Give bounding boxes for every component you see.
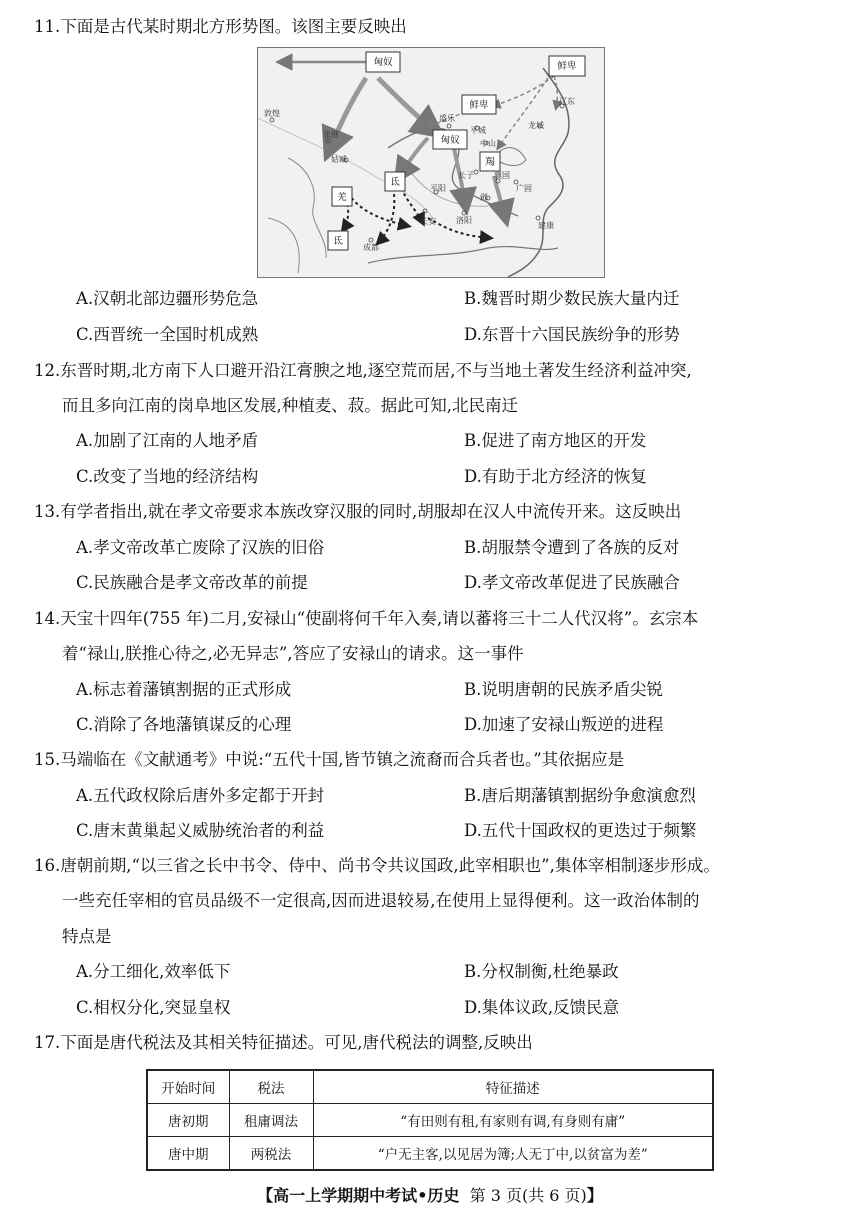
- svg-text:氐: 氐: [333, 236, 343, 247]
- q15-option-d[interactable]: D.五代十国政权的更迭过于频繁: [464, 821, 697, 840]
- footer-page-info: 第 3 页(共 6 页): [469, 1186, 587, 1205]
- svg-text:羯: 羯: [485, 157, 495, 168]
- yangtze-river: [368, 247, 558, 263]
- footer-subject: 历史: [427, 1186, 460, 1205]
- box-xianbei-center: [462, 95, 496, 114]
- q12-option-c[interactable]: C.改变了当地的经济结构: [76, 467, 259, 486]
- q13-option-a[interactable]: A.孝文帝改革亡废除了汉族的旧俗: [76, 538, 325, 557]
- place-zhangye: 张掖: [323, 130, 339, 139]
- table-cell: 唐初期: [147, 1104, 229, 1137]
- place-chengdu: 成都: [363, 243, 379, 252]
- q16-stem-line1: 16.唐朝前期,“以三省之长中书令、侍中、尚书令共议国政,此宰相职也”,集体宰相制逐步形成。: [34, 856, 720, 875]
- box-jie: [480, 152, 500, 171]
- svg-text:匈奴: 匈奴: [440, 135, 460, 146]
- q12-option-b[interactable]: B.促进了南方地区的开发: [464, 431, 647, 450]
- place-zhangzi: 长子: [458, 171, 474, 180]
- place-shengle: 盛乐: [439, 114, 455, 123]
- box-di-south: [328, 231, 348, 250]
- map-drawing: [258, 48, 604, 277]
- place-longcheng: 龙城: [528, 121, 544, 130]
- q11-stem: 11.下面是古代某时期北方形势图。该图主要反映出: [34, 17, 407, 36]
- arrow-xianbei-south: [554, 76, 557, 108]
- bohai-gulf: [498, 148, 526, 166]
- q14-option-b[interactable]: B.说明唐朝的民族矛盾尖锐: [464, 680, 663, 699]
- table-header-cell: 税法: [229, 1070, 313, 1104]
- q16-option-a[interactable]: A.分工细化,效率低下: [76, 962, 231, 981]
- q12-option-a[interactable]: A.加剧了江南的人地矛盾: [76, 431, 259, 450]
- q16-option-b[interactable]: B.分权制衡,杜绝暴政: [464, 962, 619, 981]
- place-changan: 长安: [420, 217, 436, 226]
- arrow-jie-south: [494, 176, 506, 220]
- q13-option-d[interactable]: D.孝文帝改革促进了民族融合: [464, 573, 680, 592]
- q15-option-b[interactable]: B.唐后期藩镇割据纷争愈演愈烈: [464, 786, 696, 805]
- arrow-xianbei-southeast: [498, 78, 548, 148]
- arrow-xiongnu-south: [378, 78, 438, 133]
- page-footer: [0, 1186, 860, 1206]
- q14-option-c[interactable]: C.消除了各地藩镇谋反的心理: [76, 715, 292, 734]
- q11-option-a[interactable]: A.汉朝北部边疆形势危急: [76, 289, 259, 308]
- q15-option-a[interactable]: A.五代政权除后唐外多定都于开封: [76, 786, 325, 805]
- q11-option-c[interactable]: C.西晋统一全国时机成熟: [76, 325, 259, 344]
- q13-stem: 13.有学者指出,就在孝文帝要求本族改穿汉服的同时,胡服却在汉人中流传开来。这反映出: [34, 502, 682, 521]
- q14-stem-line1: 14.天宝十四年(755 年)二月,安禄山“使副将何千年入奏,请以蕃将三十二人代汉将”。玄宗本: [34, 609, 699, 628]
- table-cell: 租庸调法: [229, 1104, 313, 1137]
- river-west: [288, 158, 326, 258]
- place-liaodong: 辽东: [559, 97, 575, 106]
- q14-stem-line2: 着“禄山,朕推心待之,必无异志”,答应了安禄山的请求。这一事件: [62, 644, 524, 663]
- q16-option-c[interactable]: C.相权分化,突显皇权: [76, 998, 231, 1017]
- place-markers: [270, 104, 564, 242]
- table-cell: 唐中期: [147, 1137, 229, 1171]
- q12-stem-line2: 而且多向江南的岗阜地区发展,种植麦、菽。据此可知,北民南迁: [62, 396, 518, 415]
- footer-bracket-close: 】: [586, 1186, 603, 1205]
- place-dunhuang: 敦煌: [264, 109, 280, 118]
- q17-stem: 17.下面是唐代税法及其相关特征描述。可见,唐代税法的调整,反映出: [34, 1033, 533, 1052]
- place-jiankang: 建康: [538, 221, 554, 230]
- q11-option-b[interactable]: B.魏晋时期少数民族大量内迁: [464, 289, 680, 308]
- q16-stem-line3: 特点是: [62, 927, 112, 946]
- table-cell: 两税法: [229, 1137, 313, 1171]
- q14-option-a[interactable]: A.标志着藩镇割据的正式形成: [76, 680, 292, 699]
- q16-stem-line2: 一些充任宰相的官员品级不一定很高,因而进退较易,在使用上显得便利。这一政治体制的: [62, 891, 700, 910]
- box-xianbei-northeast: [549, 56, 585, 76]
- q13-option-c[interactable]: C.民族融合是孝文帝改革的前提: [76, 573, 308, 592]
- table-header-row: [147, 1070, 713, 1104]
- place-xiangguo: 襄国: [494, 171, 510, 180]
- footer-dot: •: [417, 1186, 428, 1205]
- table-cell: “户无主客,以见居为簿;人无丁中,以贫富为差”: [313, 1137, 713, 1171]
- box-qiang: [332, 187, 352, 206]
- box-xiongnu-north: [366, 52, 400, 72]
- q15-option-c[interactable]: C.唐末黄巢起义威胁统治者的利益: [76, 821, 325, 840]
- river-southwest: [268, 218, 299, 273]
- place-luoyang: 洛阳: [456, 216, 472, 225]
- table-row: [147, 1137, 713, 1171]
- q15-stem: 15.马端临在《文献通考》中说:“五代十国,皆节镇之流裔而合兵者也。”其依据应是: [34, 750, 625, 769]
- table-header-cell: 开始时间: [147, 1070, 229, 1104]
- arrow-xiongnu-southwest: [328, 78, 366, 153]
- q12-option-d[interactable]: D.有助于北方经济的恢复: [464, 467, 647, 486]
- svg-text:氐: 氐: [390, 177, 400, 188]
- q16-option-d[interactable]: D.集体议政,反馈民意: [464, 998, 620, 1017]
- q11-option-d[interactable]: D.东晋十六国民族纷争的形势: [464, 325, 680, 344]
- footer-exam-name: 高一上学期期中考试: [273, 1186, 418, 1205]
- arrow-di-southwest: [378, 188, 394, 243]
- svg-text:羌: 羌: [337, 192, 347, 203]
- place-guzang: 姑臧: [331, 155, 347, 164]
- place-guanggu: 广固: [516, 184, 532, 193]
- q13-option-b[interactable]: B.胡服禁令遭到了各族的反对: [464, 538, 680, 557]
- svg-text:鲜卑: 鲜卑: [469, 100, 489, 111]
- q12-stem-line1: 12.东晋时期,北方南下人口避开沿江膏腴之地,逐空荒而居,不与当地土著发生经济利益冲突,: [34, 361, 692, 380]
- table-header-cell: 特征描述: [313, 1070, 713, 1104]
- table-row: [147, 1104, 713, 1137]
- place-pingyang: 平阳: [430, 184, 446, 193]
- box-xiongnu-center: [433, 130, 467, 149]
- place-pingcheng: 平城: [470, 126, 486, 135]
- q14-option-d[interactable]: D.加速了安禄山叛逆的进程: [464, 715, 664, 734]
- arrow-xianbei-west: [493, 76, 554, 106]
- place-zhongshan: 中山: [480, 139, 496, 148]
- box-di-north: [385, 172, 405, 191]
- svg-text:鲜卑: 鲜卑: [557, 61, 577, 72]
- arrow-qiang-east: [348, 193, 408, 226]
- tang-tax-table: [146, 1069, 714, 1171]
- northern-situation-map: [257, 47, 605, 278]
- place-ye: 邺: [480, 193, 488, 202]
- svg-text:匈奴: 匈奴: [373, 57, 393, 68]
- footer-bracket-open: 【: [257, 1186, 274, 1205]
- table-cell: “有田则有租,有家则有调,有身则有庸”: [313, 1104, 713, 1137]
